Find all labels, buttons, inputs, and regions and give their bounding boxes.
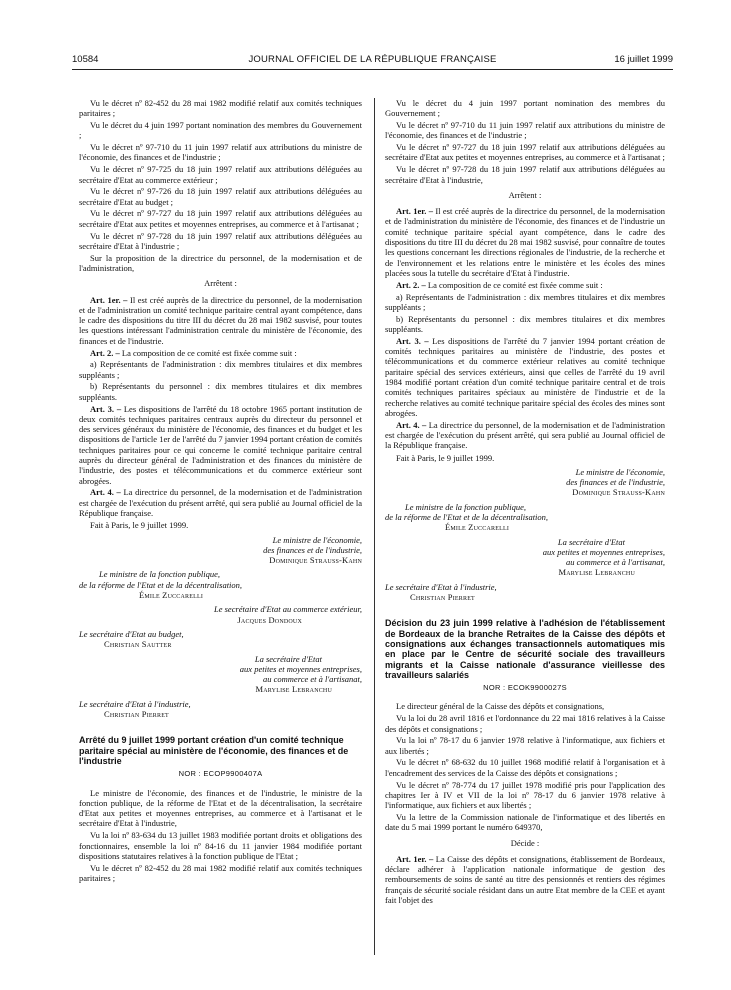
- signature-title: de la réforme de l'Etat et de la décentralisation,: [385, 511, 549, 522]
- article-label: Art. 1er. –: [396, 853, 434, 864]
- visa: Vu le décret nº 97-727 du 18 juin 1997 relatif aux attributions déléguées au secrétaire d'Etat aux petites et moyennes entreprises, au commerce et à l'artisanat ;: [79, 208, 362, 229]
- article-text: Les dispositions de l'arrêté du 18 octobre 1965 portant institution de deux comités techniques paritaires centraux auprès du directeur du personnel et des services généraux du ministère de l'économie, des finances et du budget et les dispositions de l'article 1er de l'arrêté du 7 janvier 1994 portant création de comités techniques paritaires pour ce qui concerne le comité technique paritaire central auprès du directeur général de l'administration et des finances du ministère de l'industrie, des postes et télécommunications et du commerce extérieur sont abrogées.: [79, 403, 362, 486]
- signature-title: aux petites et moyennes entreprises,: [542, 546, 665, 557]
- visa: Vu le décret nº 82-452 du 28 mai 1982 modifié relatif aux comités techniques paritaires ;: [79, 862, 362, 883]
- visa: Vu le décret nº 97-710 du 11 juin 1997 relatif aux attributions du ministre de l'économie, des finances et de l'industrie ;: [79, 142, 362, 163]
- page-header: [72, 54, 673, 68]
- left-column: [79, 98, 362, 885]
- visa: Sur la proposition de la directrice du personnel, de la modernisation et de l'administration,: [79, 252, 362, 273]
- signatory-name: Émile Zuccarelli: [445, 522, 510, 533]
- arretent-heading: Arrêtent :: [204, 278, 237, 289]
- visa: Vu la loi nº 83-634 du 13 juillet 1983 modifiée portant droits et obligations des fonctionnaires, ensemble la loi nº 84-16 du 11 janvier 1984 modifiée portant dispositions statutaires relatives à la fonction publique de l'Etat ;: [79, 830, 362, 861]
- article-2: [385, 280, 665, 290]
- signature-title: La secrétaire d'Etat: [254, 653, 322, 664]
- page-number: 10584: [72, 54, 99, 65]
- signatory-name: Jacques Dondoux: [237, 614, 302, 625]
- signature-block: [385, 502, 665, 533]
- visa: Le ministre de l'économie, des finances et de l'industrie, le ministre de la fonction publique, de la réforme de l'Etat et de la décentralisation, la secrétaire d'Etat aux petites et moyennes entreprises, au commerce et à l'artisanat et le secrétaire d'Etat à l'industrie,: [79, 787, 362, 829]
- visa: Vu le décret nº 97-728 du 18 juin 1997 relatif aux attributions déléguées au secrétaire d'Etat à l'industrie ;: [79, 230, 362, 251]
- visa: Vu le décret du 4 juin 1997 portant nomination des membres du Gouvernement ;: [385, 98, 665, 119]
- signature-title: Le secrétaire d'Etat au budget,: [79, 628, 184, 639]
- signature-block: [79, 569, 362, 600]
- section-title: Décision du 23 juin 1999 relative à l'adhésion de l'établissement de Bordeaux de la branche Retraites de la Caisse des dépôts et consignations aux échanges transactionnels automatiques mis en place par le Centre de sécurité sociale des travailleurs migrants et la Caisse nationale d'assurance vieillesse des travailleurs salariés: [385, 618, 665, 680]
- visa: Vu la loi nº 78-17 du 6 janvier 1978 relative à l'informatique, aux fichiers et aux libertés ;: [385, 735, 665, 756]
- section-title: Arrêté du 9 juillet 1999 portant création d'un comité technique paritaire spécial au ministère de l'économie, des finances et de l'industrie: [79, 735, 349, 766]
- article-2: [79, 348, 362, 358]
- signature-block: [79, 604, 362, 625]
- signature-block: [79, 629, 362, 650]
- nor-reference: NOR : ECOK9900027S: [483, 683, 567, 693]
- signatory-name: Marylise Lebranchu: [558, 567, 635, 578]
- signatory-name: Dominique Strauss-Kahn: [269, 555, 362, 566]
- signature-title: des finances et de l'industrie,: [263, 544, 362, 555]
- article-text: La directrice du personnel, de la modernisation et de l'administration est chargée de l'exécution du présent arrêté, qui sera publié au Journal officiel de la République française.: [385, 419, 665, 451]
- article-text: La Caisse des dépôts et consignations, établissement de Bordeaux, déclare adhérer à l'application nationale informatique de gestion des remboursements de soins de santé au titre des pensionnés et rentiers des régimes français de sécurité sociale résidant dans un autre Etat membre de la CEE et ayant fait l'objet des: [385, 853, 665, 905]
- article-label: Art. 2. –: [90, 347, 120, 358]
- signature-block: [385, 537, 665, 578]
- signature-title: Le secrétaire d'Etat au commerce extérieur,: [213, 604, 362, 615]
- article-text: Il est créé auprès de la directrice du personnel, de la modernisation et de l'administration un comité technique paritaire central ayant compétence, dans le cadre des dispositions du titre III du décret du 28 mai 1982 susvisé, pour toutes les questions intéressant l'administration centrale du ministère de l'économie, des finances et de l'industrie.: [79, 294, 363, 346]
- header-rule: [72, 69, 673, 70]
- visa: Vu le décret nº 82-452 du 28 mai 1982 modifié relatif aux comités techniques paritaires ;: [79, 98, 362, 119]
- signature-title: Le secrétaire d'Etat à l'industrie,: [79, 698, 191, 709]
- signature-title: Le ministre de la fonction publique,: [405, 501, 527, 512]
- issue-date: 16 juillet 1999: [614, 54, 673, 65]
- signature-title: Le ministre de la fonction publique,: [99, 569, 221, 580]
- fait-a-paris: Fait à Paris, le 9 juillet 1999.: [90, 520, 189, 531]
- signature-block: [79, 699, 362, 720]
- article-text: La composition de ce comité est fixée comme suit :: [425, 279, 603, 290]
- visa: Le directeur général de la Caisse des dépôts et consignations,: [396, 701, 605, 712]
- visa: Vu le décret nº 97-728 du 18 juin 1997 relatif aux attributions déléguées au secrétaire d'Etat à l'industrie,: [385, 164, 665, 185]
- article-label: Art. 1er. –: [396, 206, 433, 217]
- decide-heading: Décide :: [510, 837, 540, 848]
- visa: Vu la lettre de la Commission nationale de l'informatique et des libertés en date du 5 mai 1999 portant le numéro 649370,: [385, 811, 665, 833]
- signature-title: au commerce et à l'artisanat,: [566, 557, 665, 568]
- article-4: [385, 420, 665, 451]
- signature-title: au commerce et à l'artisanat,: [263, 674, 362, 685]
- article-4: [79, 487, 362, 518]
- article-text: La composition de ce comité est fixée comme suit :: [119, 347, 297, 358]
- article-label: Art. 2. –: [396, 279, 426, 290]
- article-2-item-a: a) Représentants de l'administration : dix membres titulaires et dix membres suppléants ;: [385, 291, 665, 312]
- signatory-name: Christian Pierret: [410, 592, 475, 603]
- signature-title: Le ministre de l'économie,: [575, 466, 665, 477]
- article-1: [385, 206, 665, 278]
- decision-article-1: [385, 854, 665, 905]
- signatory-name: Émile Zuccarelli: [139, 590, 204, 601]
- signatory-name: Dominique Strauss-Kahn: [572, 487, 665, 498]
- article-label: Art. 4. –: [396, 419, 427, 430]
- arretent-heading: Arrêtent :: [508, 189, 542, 200]
- journal-title: JOURNAL OFFICIEL DE LA RÉPUBLIQUE FRANÇAISE: [248, 54, 497, 65]
- article-1: [79, 295, 362, 346]
- signature-block: [385, 582, 665, 603]
- visa: Vu le décret nº 97-710 du 11 juin 1997 relatif aux attributions du ministre de l'économie, des finances et de l'industrie ;: [385, 120, 665, 141]
- signature-title: Le secrétaire d'Etat à l'industrie,: [385, 581, 497, 592]
- signature-title: aux petites et moyennes entreprises,: [239, 663, 362, 674]
- article-3: [385, 336, 665, 418]
- fait-a-paris: Fait à Paris, le 9 juillet 1999.: [396, 452, 495, 463]
- article-label: Art. 3. –: [396, 335, 429, 346]
- article-label: Art. 3. –: [90, 403, 122, 414]
- column-divider: [374, 98, 375, 955]
- article-label: Art. 1er. –: [90, 294, 128, 305]
- visa: Vu le décret nº 68-632 du 10 juillet 1968 modifié relatif à l'organisation et à l'encadrement des services de la Caisse des dépôts et consignations ;: [385, 757, 665, 778]
- article-2-item-a: a) Représentants de l'administration : dix membres titulaires et dix membres suppléants ;: [79, 359, 362, 380]
- article-text: Les dispositions de l'arrêté du 7 janvier 1994 portant création de comités techniques paritaires au ministère de l'industrie, des postes et télécommunications et du commerce extérieur relatives au comité technique paritaire spécial des services extérieurs, ainsi que celles de l'arrêté du 19 avril 1984 modifié portant création d'un comité technique paritaire central et de trois comités techniques paritaires spéciaux au ministère de l'industrie et de la recherche relatives au comité technique paritaire spécial des écoles des mines sont abrogées.: [385, 335, 665, 418]
- signature-title: La secrétaire d'Etat: [557, 536, 625, 547]
- visa: Vu le décret nº 97-726 du 18 juin 1997 relatif aux attributions déléguées au secrétaire d'Etat au budget ;: [79, 186, 362, 207]
- signature-block: [79, 654, 362, 695]
- nor-reference: NOR : ECOP9900407A: [178, 769, 263, 779]
- article-2-item-b: b) Représentants du personnel : dix membres titulaires et dix membres suppléants.: [385, 313, 665, 334]
- signature-block: [385, 467, 665, 498]
- signatory-name: Christian Sautter: [104, 639, 172, 650]
- article-text: La directrice du personnel, de la modernisation et de l'administration est chargée de l'exécution du présent arrêté, qui sera publié au Journal officiel de la République française.: [79, 487, 362, 518]
- article-3: [79, 404, 362, 486]
- visa: Vu le décret nº 97-727 du 18 juin 1997 relatif aux attributions déléguées au secrétaire d'Etat aux petites et moyennes entreprises, au commerce et à l'artisanat ;: [385, 142, 665, 163]
- visa: Vu le décret nº 97-725 du 18 juin 1997 relatif aux attributions déléguées au secrétaire d'Etat au commerce extérieur ;: [79, 164, 362, 185]
- visa: Vu le décret du 4 juin 1997 portant nomination des membres du Gouvernement ;: [79, 120, 362, 141]
- right-column: [385, 98, 665, 907]
- signatory-name: Christian Pierret: [104, 709, 169, 720]
- article-label: Art. 4. –: [90, 487, 121, 498]
- visa: Vu le décret nº 78-774 du 17 juillet 1978 modifié pris pour l'application des chapitres Ier à IV et VII de la loi nº 78-17 du 6 janvier 1978 relative à l'informatique, aux fichiers et aux libertés ;: [385, 779, 665, 811]
- signature-title: de la réforme de l'Etat et de la décentralisation,: [79, 579, 243, 590]
- visa: Vu la loi du 28 avril 1816 et l'ordonnance du 22 mai 1816 relatives à la Caisse des dépôts et consignations ;: [385, 713, 665, 734]
- signature-title: Le ministre de l'économie,: [272, 534, 362, 545]
- signatory-name: Marylise Lebranchu: [255, 684, 332, 695]
- signature-title: des finances et de l'industrie,: [566, 477, 665, 488]
- signature-block: [79, 535, 362, 566]
- article-2-item-b: b) Représentants du personnel : dix membres titulaires et dix membres suppléants.: [79, 381, 362, 402]
- article-text: Il est créé auprès de la directrice du personnel, de la modernisation et de l'administration du ministère de l'économie, des finances et de l'industrie un comité technique paritaire spécial ayant compétence, dans le cadre des dispositions du titre III du décret du 28 mai 1982 susvisé, pour connaître de toutes les questions concernant les directions régionales de l'industrie, de la recherche et de l'environnement et les relations entre le ministère et les écoles des mines placées sous la tutelle du secrétaire d'Etat à l'industrie.: [385, 206, 665, 278]
